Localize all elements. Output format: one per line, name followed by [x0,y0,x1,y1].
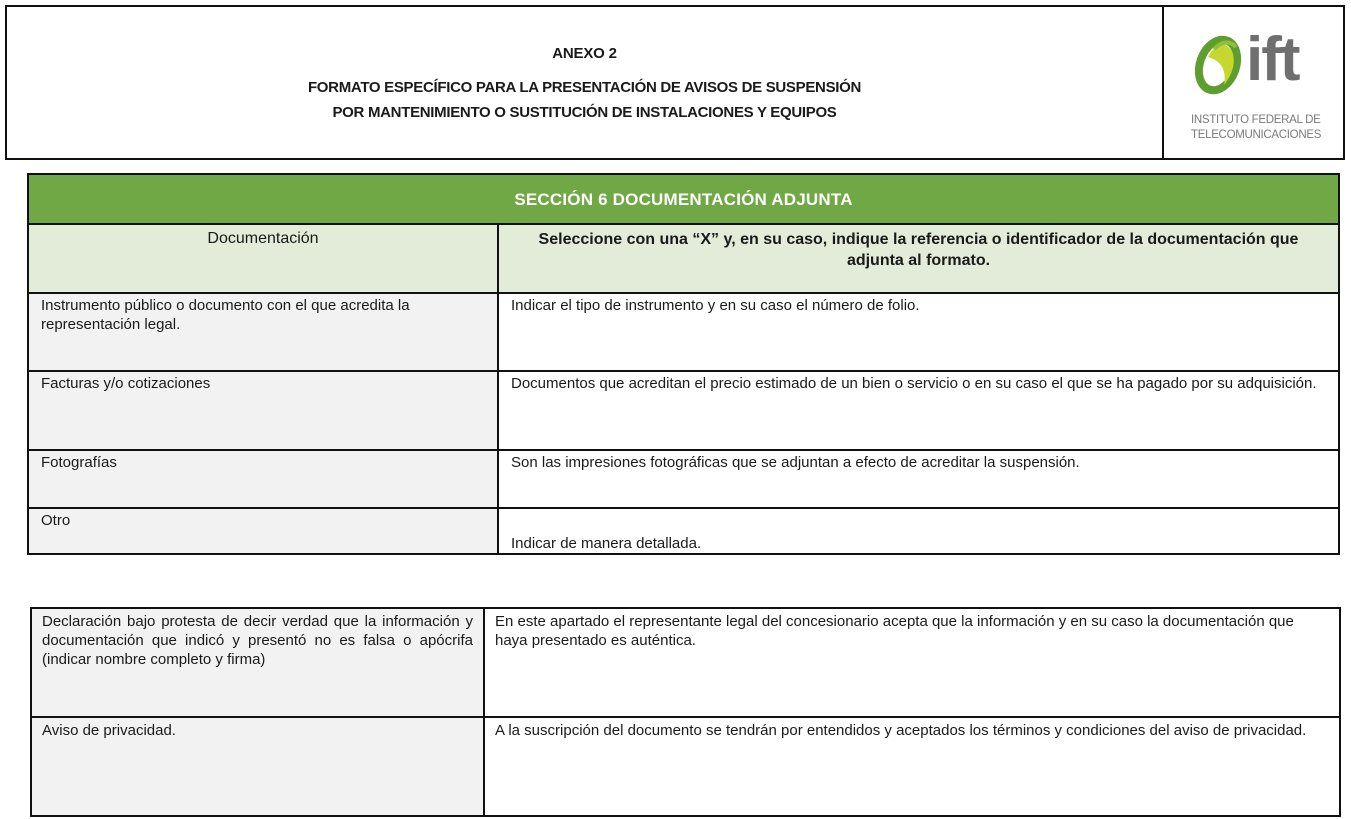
logo-letters: ift [1246,25,1299,94]
column-header-instructions: Seleccione con una “X” y, en su caso, indique la referencia o identificador de la documentación que adjunta al formato. [498,224,1339,293]
declaration-text[interactable]: En este apartado el representante legal del concesionario acepta que la información y en su caso la documentación que haya presentado es auténtica. [484,608,1340,717]
table-row [28,508,1339,554]
annex-label: ANEXO 2 [552,45,617,62]
header-title-block [7,7,1162,158]
privacy-notice-row [31,717,1340,816]
logo-caption-line-1: INSTITUTO FEDERAL DE [1191,114,1321,126]
logo-caption-line-2: TELECOMUNICACIONES [1191,129,1322,141]
document-cell: Facturas y/o cotizaciones [28,371,498,450]
document-header [5,5,1345,160]
table-row [28,293,1339,371]
document-cell: Fotografías [28,450,498,508]
privacy-notice-label: Aviso de privacidad. [31,717,484,816]
ift-logo-icon [1192,27,1252,97]
instruction-cell[interactable]: Son las impresiones fotográficas que se adjuntan a efecto de acreditar la suspensión. [498,450,1339,508]
privacy-notice-text[interactable]: A la suscripción del documento se tendrán por entendidos y aceptados los términos y condiciones del aviso de privacidad. [484,717,1340,816]
declaration-row [31,608,1340,717]
attached-documentation-table [27,173,1340,555]
table-row [28,371,1339,450]
ift-logo [1162,7,1345,158]
form-title-line-1: FORMATO ESPECÍFICO PARA LA PRESENTACIÓN DE AVISOS DE SUSPENSIÓN [307,79,862,96]
instruction-cell[interactable]: Indicar de manera detallada. [498,508,1339,554]
form-title-line-2: POR MANTENIMIENTO O SUSTITUCIÓN DE INSTALACIONES Y EQUIPOS [332,104,837,121]
section-title: SECCIÓN 6 DOCUMENTACIÓN ADJUNTA [28,174,1339,224]
column-header-documentation: Documentación [28,224,498,293]
logo-caption [1191,113,1321,143]
table-row [28,450,1339,508]
instruction-cell[interactable]: Documentos que acreditan el precio estimado de un bien o servicio o en su caso el que se ha pagado por su adquisición. [498,371,1339,450]
document-cell: Instrumento público o documento con el que acredita la representación legal. [28,293,498,371]
declarations-table [30,607,1341,817]
declaration-label: Declaración bajo protesta de decir verdad que la información y documentación que indicó y presentó no es falsa o apócrifa (indicar nombre completo y firma) [31,608,484,717]
document-cell: Otro [28,508,498,554]
instruction-cell[interactable]: Indicar el tipo de instrumento y en su caso el número de folio. [498,293,1339,371]
